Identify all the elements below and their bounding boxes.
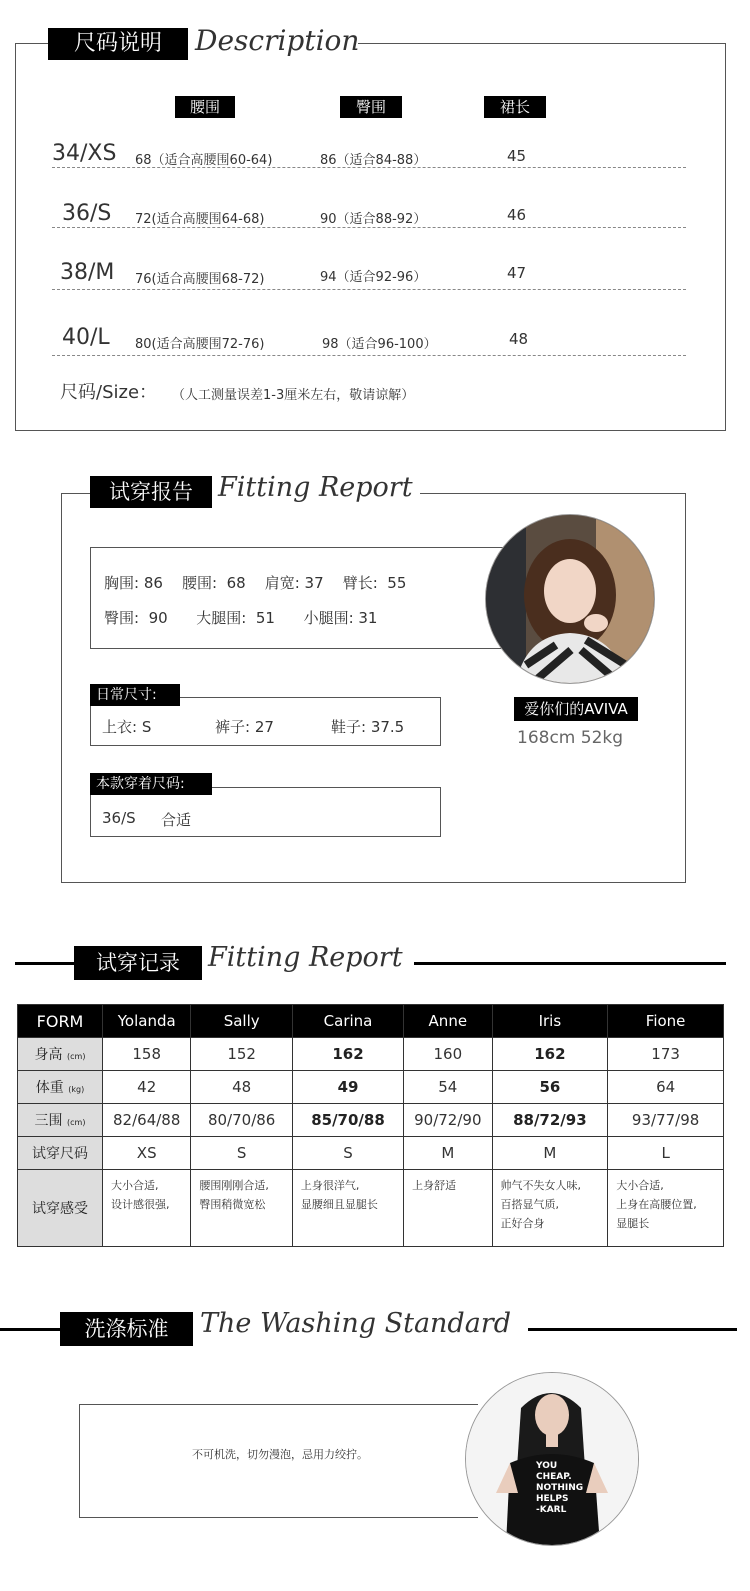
hip-value: 94（适合92-96） xyxy=(320,270,427,285)
table-cell: 54 xyxy=(404,1071,492,1104)
table-cell: 80/70/86 xyxy=(191,1104,293,1137)
row-header: 身高 (cm) xyxy=(18,1038,103,1071)
washing-model-photo xyxy=(465,1372,639,1546)
column-header: Iris xyxy=(492,1005,608,1038)
column-header: Fione xyxy=(608,1005,724,1038)
size-chart-title: 尺码说明 xyxy=(48,28,188,60)
table-cell: 82/64/88 xyxy=(103,1104,191,1137)
measurements-line-1: 胸围: 86 腰围: 68 肩宽: 37 臂长: 55 xyxy=(104,574,407,592)
daily-size-label: 日常尺寸: xyxy=(90,684,180,706)
row-header: 三围 (cm) xyxy=(18,1104,103,1137)
size-label: 36/S xyxy=(62,201,112,226)
header-hip: 臀围 xyxy=(340,96,402,118)
fitting-record-table xyxy=(17,1004,724,1247)
length-value: 48 xyxy=(509,330,529,348)
size-label: 34/XS xyxy=(52,141,117,166)
row-divider xyxy=(52,355,686,356)
column-header: Sally xyxy=(191,1005,293,1038)
washing-subtitle: The Washing Standard xyxy=(200,1308,512,1339)
report-subtitle: Fitting Report xyxy=(218,472,413,503)
table-row xyxy=(18,1038,724,1071)
header-length: 裙长 xyxy=(484,96,546,118)
size-label: 40/L xyxy=(62,325,110,350)
waist-value: 72(适合高腰围64-68) xyxy=(135,212,265,227)
washing-title: 洗涤标准 xyxy=(60,1312,193,1346)
table-cell: L xyxy=(608,1137,724,1170)
size-chart-subtitle: Description xyxy=(195,24,360,57)
row-divider xyxy=(52,227,686,228)
waist-value: 76(适合高腰围68-72) xyxy=(135,272,265,287)
waist-value: 68（适合高腰围60-64) xyxy=(135,153,273,168)
measurements-line-2: 臀围: 90 大腿围: 51 小腿围: 31 xyxy=(104,609,378,627)
model-stats: 168cm 52kg xyxy=(517,728,624,748)
table-cell: 90/72/90 xyxy=(404,1104,492,1137)
washing-text: 不可机洗，切勿漫泡，忌用力绞拧。 xyxy=(192,1448,368,1461)
table-cell: 88/72/93 xyxy=(492,1104,608,1137)
table-cell: 158 xyxy=(103,1038,191,1071)
size-label: 38/M xyxy=(60,260,115,285)
daily-top: 上衣: S xyxy=(102,718,152,736)
shirt-text: YOU CHEAP. NOTHING HELPS -KARL xyxy=(536,1461,584,1515)
feeling-cell: 大小合适, 设计感很强, xyxy=(103,1170,191,1247)
daily-shoes: 鞋子: 37.5 xyxy=(331,718,405,736)
hip-value: 90（适合88-92） xyxy=(320,212,427,227)
length-value: 45 xyxy=(507,147,527,165)
record-title: 试穿记录 xyxy=(74,946,202,980)
daily-pants: 裤子: 27 xyxy=(215,718,274,736)
column-header: Anne xyxy=(404,1005,492,1038)
table-cell: 49 xyxy=(292,1071,403,1104)
size-note-label: 尺码/Size： xyxy=(60,382,158,403)
length-value: 46 xyxy=(507,206,527,224)
table-cell: M xyxy=(492,1137,608,1170)
washing-model-illustration xyxy=(466,1373,638,1545)
worn-size: 36/S xyxy=(102,809,136,827)
feeling-cell: 上身很洋气, 显腰细且显腿长 xyxy=(292,1170,403,1247)
feeling-cell: 腰围刚刚合适, 臀围稍微宽松 xyxy=(191,1170,293,1247)
table-cell: 162 xyxy=(492,1038,608,1071)
table-row xyxy=(18,1071,724,1104)
table-cell: 42 xyxy=(103,1071,191,1104)
table-cell: 162 xyxy=(292,1038,403,1071)
record-subtitle: Fitting Report xyxy=(208,942,403,973)
table-cell: XS xyxy=(103,1137,191,1170)
row-header: 试穿感受 xyxy=(18,1170,103,1247)
worn-size-label: 本款穿着尺码: xyxy=(90,773,212,795)
table-cell: S xyxy=(191,1137,293,1170)
size-note-text: （人工测量误差1-3厘米左右，敬请谅解） xyxy=(172,388,415,403)
table-cell: M xyxy=(404,1137,492,1170)
model-name: 爱你们的AVIVA xyxy=(514,697,638,721)
model-photo xyxy=(485,514,655,684)
column-header: FORM xyxy=(18,1005,103,1038)
feeling-cell: 大小合适, 上身在高腰位置, 显腿长 xyxy=(608,1170,724,1247)
table-cell: S xyxy=(292,1137,403,1170)
table-row xyxy=(18,1137,724,1170)
hip-value: 98（适合96-100） xyxy=(322,337,437,352)
row-header: 体重 (kg) xyxy=(18,1071,103,1104)
column-header: Yolanda xyxy=(103,1005,191,1038)
column-header: Carina xyxy=(292,1005,403,1038)
measurements-box xyxy=(90,547,512,649)
model-portrait-illustration xyxy=(486,515,654,683)
feeling-cell: 上身舒适 xyxy=(404,1170,492,1247)
table-row xyxy=(18,1104,724,1137)
table-cell: 152 xyxy=(191,1038,293,1071)
table-cell: 160 xyxy=(404,1038,492,1071)
table-cell: 56 xyxy=(492,1071,608,1104)
report-title: 试穿报告 xyxy=(90,476,212,508)
row-divider xyxy=(52,289,686,290)
table-cell: 85/70/88 xyxy=(292,1104,403,1137)
waist-value: 80(适合高腰围72-76) xyxy=(135,337,265,352)
row-header: 试穿尺码 xyxy=(18,1137,103,1170)
worn-fit: 合适 xyxy=(161,811,192,829)
table-cell: 64 xyxy=(608,1071,724,1104)
table-cell: 173 xyxy=(608,1038,724,1071)
table-cell: 93/77/98 xyxy=(608,1104,724,1137)
table-cell: 48 xyxy=(191,1071,293,1104)
length-value: 47 xyxy=(507,264,527,282)
hip-value: 86（适合84-88） xyxy=(320,153,427,168)
table-row xyxy=(18,1170,724,1247)
header-waist: 腰围 xyxy=(175,96,235,118)
feeling-cell: 帅气不失女人味, 百搭显气质, 正好合身 xyxy=(492,1170,608,1247)
row-divider xyxy=(52,167,686,168)
